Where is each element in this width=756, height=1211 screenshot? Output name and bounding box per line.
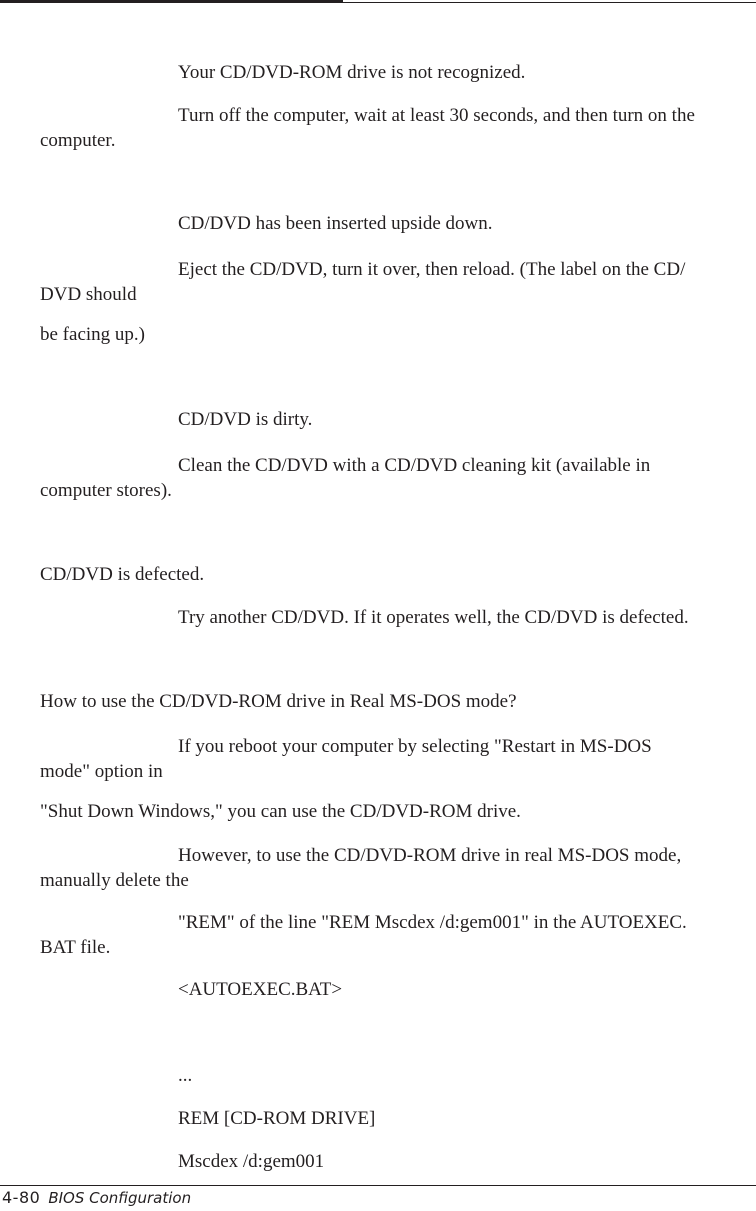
answer-however-line1: However, to use the CD/DVD-ROM drive in real MS-DOS mode, [178,845,682,866]
code-mscdex: Mscdex /d:gem001 [178,1151,325,1172]
remedy-reload-line3: be facing up.) [40,324,145,345]
answer-rem-line2: BAT file. [40,937,111,958]
remedy-clean-line1: Clean the CD/DVD with a CD/DVD cleaning kit (available in [178,455,651,476]
top-rule-thin [343,2,756,3]
symptom-dirty: CD/DVD is dirty. [178,409,313,430]
answer-however-line2: manually delete the [40,870,189,891]
remedy-try-another: Try another CD/DVD. If it operates well, the CD/DVD is defected. [178,607,689,628]
code-ellipsis: ... [178,1065,193,1086]
answer-rem-line1: "REM" of the line "REM Mscdex /d:gem001" in the AUTOEXEC. [178,912,687,933]
remedy-reload-line2: DVD should [40,284,137,305]
remedy-restart-line2: computer. [40,130,116,151]
remedy-clean-line2: computer stores). [40,480,172,501]
answer-reboot-line1: If you reboot your computer by selecting "Restart in MS-DOS [178,736,652,757]
page-footer [2,1188,191,1207]
question-real-ms-dos: How to use the CD/DVD-ROM drive in Real MS-DOS mode? [40,691,517,712]
symptom-defected: CD/DVD is defected. [40,564,205,585]
footer-rule [0,1185,756,1186]
page-number: 4-80 [2,1188,41,1207]
top-rule-thick [0,0,343,3]
remedy-reload-line1: Eject the CD/DVD, turn it over, then reload. (The label on the CD/ [178,259,686,280]
symptom-drive-not-recognized: Your CD/DVD-ROM drive is not recognized. [178,62,526,83]
symptom-upside-down: CD/DVD has been inserted upside down. [178,213,493,234]
chapter-title: BIOS Configuration [48,1189,192,1207]
remedy-restart-line1: Turn off the computer, wait at least 30 seconds, and then turn on the [178,105,695,126]
answer-reboot-line3: "Shut Down Windows," you can use the CD/DVD-ROM drive. [40,801,521,822]
code-rem-cdrom: REM [CD-ROM DRIVE] [178,1108,376,1129]
autoexec-file-label: <AUTOEXEC.BAT> [178,979,343,1000]
answer-reboot-line2: mode" option in [40,761,163,782]
